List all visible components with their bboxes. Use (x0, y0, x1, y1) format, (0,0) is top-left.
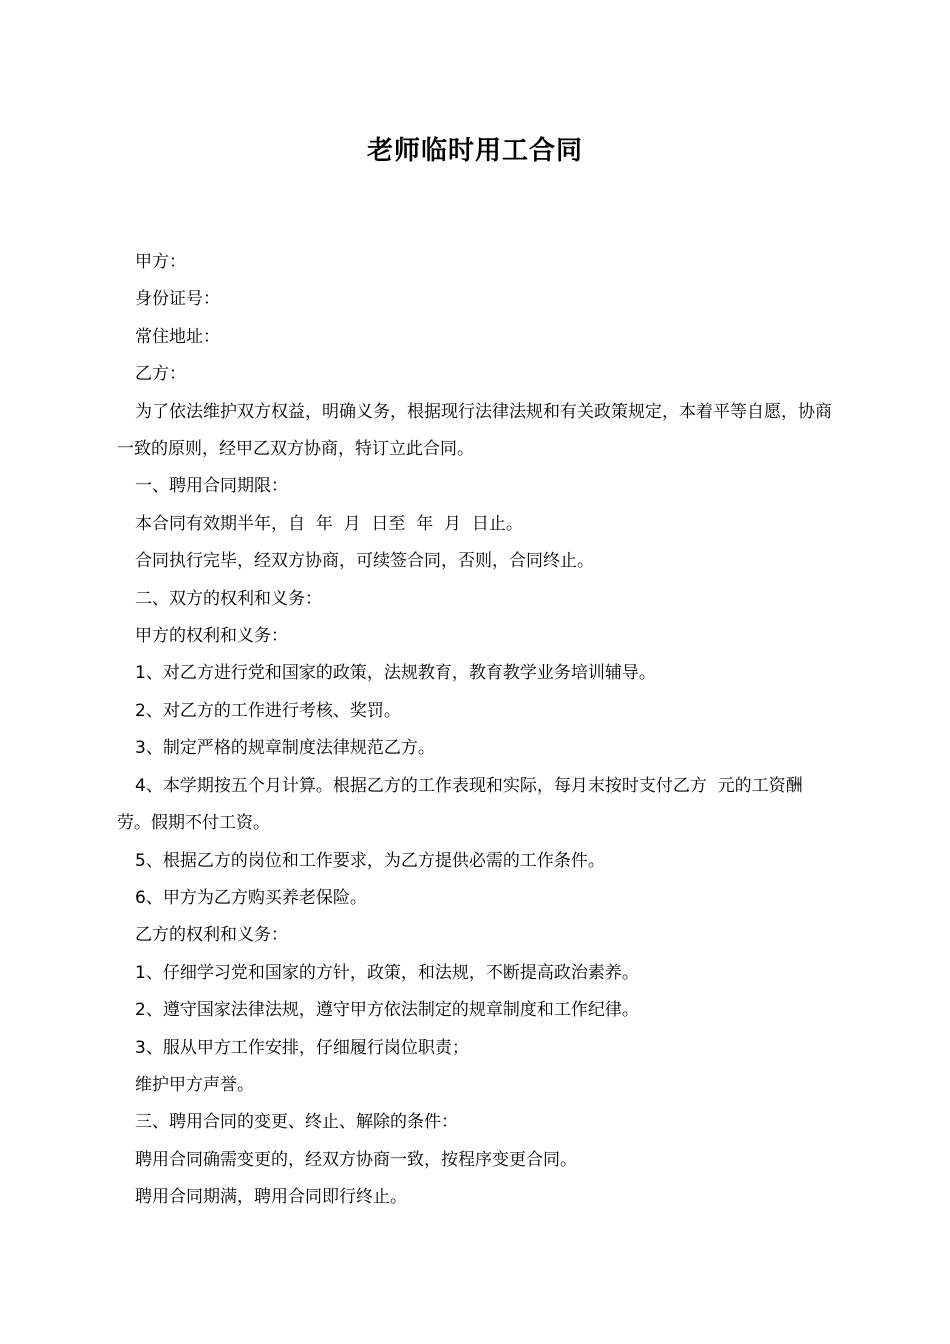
subheading-party-b-rights: 乙方的权利和义务： (135, 925, 288, 946)
change-paragraph: 聘用合同确需变更的，经双方协商一致，按程序变更合同。 (135, 1149, 577, 1170)
party-a-item-5: 5、根据乙方的岗位和工作要求，为乙方提供必需的工作条件。 (135, 850, 605, 871)
party-a-item-6: 6、甲方为乙方购买养老保险。 (135, 887, 367, 908)
id-number-label: 身份证号： (135, 289, 220, 310)
party-b-label: 乙方： (135, 364, 186, 385)
subheading-party-a-rights: 甲方的权利和义务： (135, 626, 288, 647)
term-paragraph: 本合同有效期半年，自 年 月 日至 年 月 日止。 (135, 513, 523, 534)
expiry-paragraph: 聘用合同期满，聘用合同即行终止。 (135, 1187, 407, 1208)
party-a-label: 甲方： (135, 252, 186, 272)
party-a-item-2: 2、对乙方的工作进行考核、奖罚。 (135, 700, 401, 721)
party-a-item-1: 1、对乙方进行党和国家的政策，法规教育，教育教学业务培训辅导。 (135, 663, 656, 684)
party-b-item-1: 1、仔细学习党和国家的方针，政策，和法规，不断提高政治素养。 (135, 962, 639, 983)
party-a-item-3: 3、制定严格的规章制度法律规范乙方。 (135, 738, 435, 759)
party-a-item-4: 4、本学期按五个月计算。根据乙方的工作表现和实际，每月末按时支付乙方 元的工资酬劳。假期不付工资。 (117, 775, 803, 834)
party-b-item-3: 3、服从甲方工作安排，仔细履行岗位职责； (135, 1037, 469, 1058)
party-b-item-3-continued: 维护甲方声誉。 (135, 1074, 254, 1095)
renewal-paragraph: 合同执行完毕，经双方协商，可续签合同，否则，合同终止。 (135, 551, 594, 572)
preamble-paragraph: 为了依法维护双方权益，明确义务，根据现行法律法规和有关政策规定，本着平等自愿，协商一致的原则，经甲乙双方协商，特订立此合同。 (117, 401, 832, 460)
document-title: 老师临时用工合同 (366, 136, 583, 166)
address-label: 常住地址： (135, 326, 220, 347)
section-heading-termination: 三、聘用合同的变更、终止、解除的条件： (135, 1112, 458, 1133)
section-heading-rights: 二、双方的权利和义务： (135, 588, 322, 609)
document-body (117, 244, 835, 1217)
section-heading-term: 一、聘用合同期限： (135, 476, 288, 497)
party-b-item-2: 2、遵守国家法律法规，遵守甲方依法制定的规章制度和工作纪律。 (135, 1000, 639, 1021)
